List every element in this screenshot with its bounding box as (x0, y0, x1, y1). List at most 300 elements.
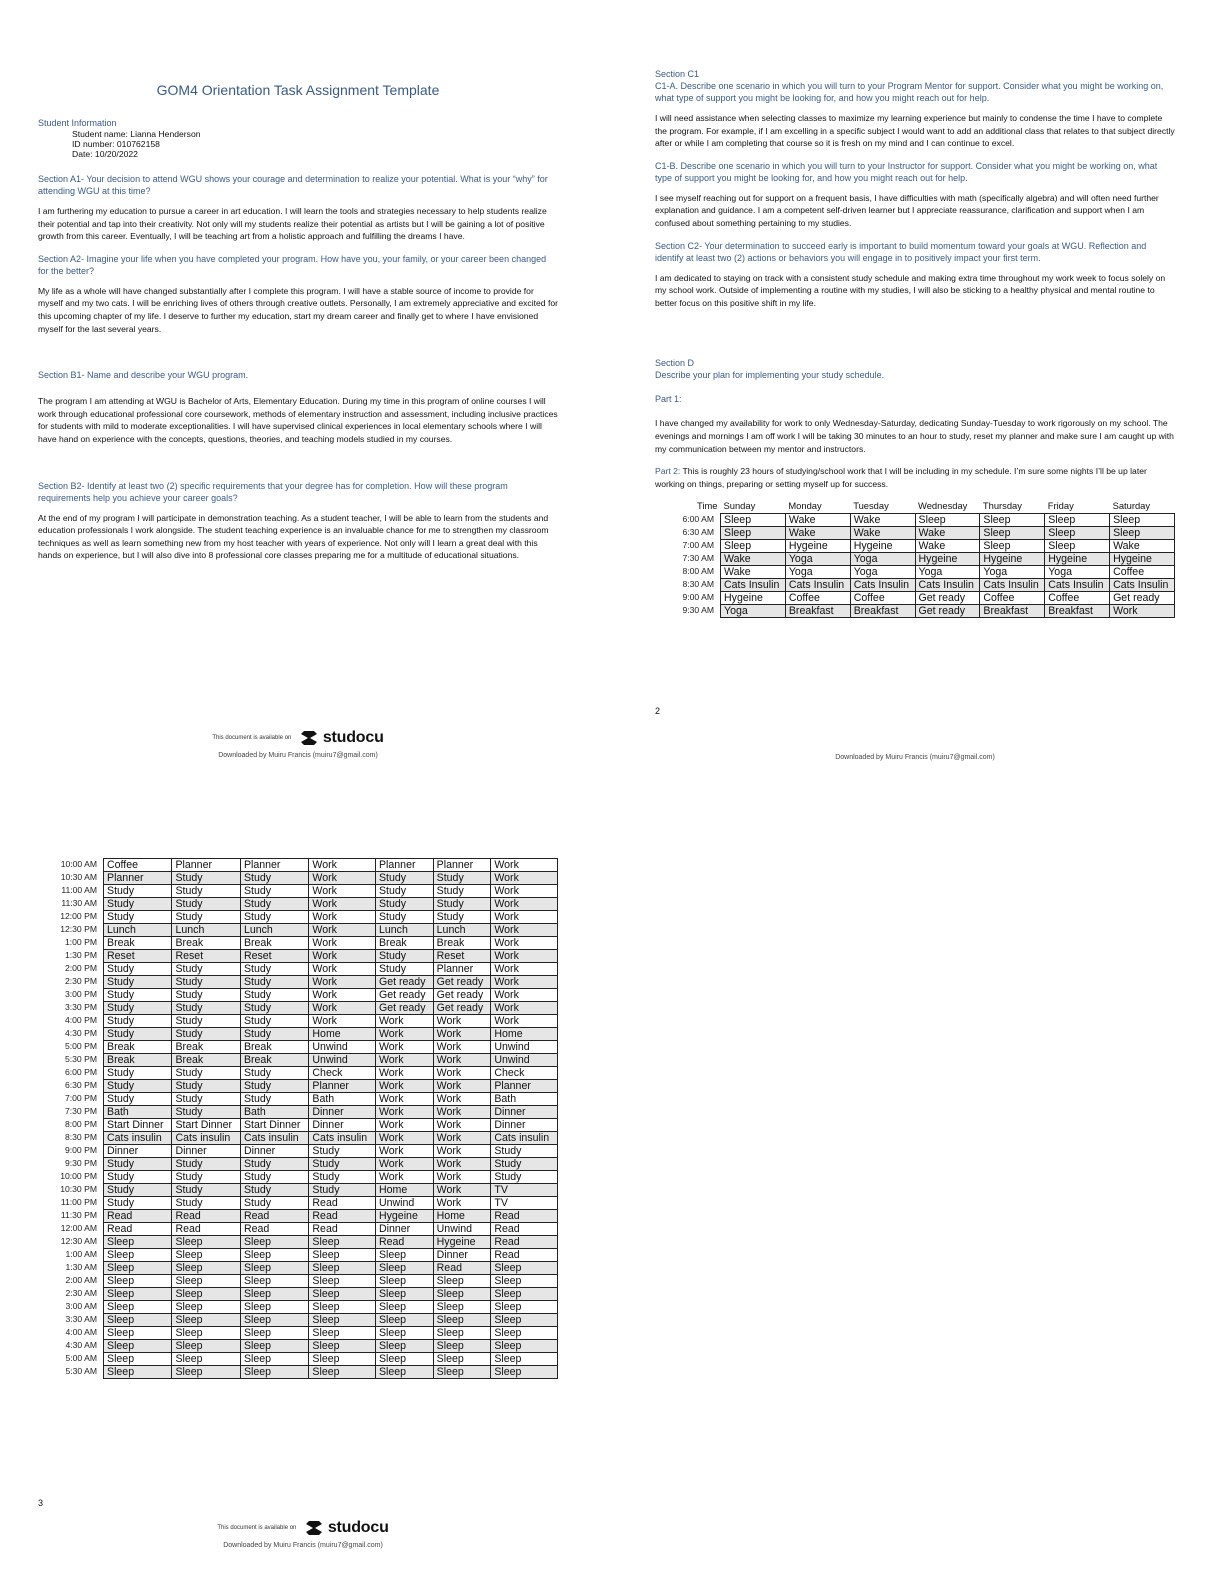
schedule-cell: Lunch (375, 924, 433, 937)
table-row (38, 1314, 558, 1327)
table-row (38, 1353, 558, 1366)
schedule-cell: Dinner (309, 1106, 376, 1119)
schedule-cell: Work (375, 1093, 433, 1106)
table-row (38, 1301, 558, 1314)
schedule-cell: Work (375, 1132, 433, 1145)
time-slot: 4:00 AM (65, 1326, 97, 1337)
schedule-cell: Work (433, 1197, 491, 1210)
time-slot: 3:00 PM (64, 988, 97, 999)
schedule-cell: Study (309, 1184, 376, 1197)
schedule-cell: Start Dinner (172, 1119, 240, 1132)
schedule-cell: Yoga (785, 553, 850, 566)
schedule-cell: Lunch (104, 924, 172, 937)
schedule-cell: Study (433, 885, 491, 898)
schedule-cell: Sleep (172, 1314, 240, 1327)
schedule-cell: Break (172, 1054, 240, 1067)
schedule-cell: Cats insulin (491, 1132, 558, 1145)
schedule-header-day: Saturday (1112, 500, 1151, 512)
schedule-cell: Sleep (309, 1327, 376, 1340)
page-footer (38, 728, 558, 759)
page-number: 3 (38, 1498, 44, 1508)
table-row (38, 1093, 558, 1106)
schedule-cell: Read (309, 1210, 376, 1223)
time-slot: 2:00 PM (64, 962, 97, 973)
schedule-cell: Sleep (1045, 540, 1110, 553)
schedule-cell: Sleep (1045, 527, 1110, 540)
schedule-cell: Work (375, 1119, 433, 1132)
time-slot: 8:00 PM (64, 1118, 97, 1129)
schedule-cell: Work (433, 1054, 491, 1067)
schedule-cell: Read (309, 1223, 376, 1236)
schedule-cell: Sleep (172, 1366, 240, 1379)
schedule-cell: Study (375, 885, 433, 898)
time-slot: 10:30 PM (60, 1183, 97, 1194)
schedule-cell: Sleep (980, 540, 1045, 553)
schedule-cell: Study (309, 1145, 376, 1158)
studocu-brand: studocu (327, 1519, 389, 1536)
schedule-cell: Cats Insulin (850, 579, 915, 592)
schedule-cell: Study (240, 1002, 308, 1015)
schedule-cell: Reset (104, 950, 172, 963)
schedule-cell: Sleep (491, 1353, 558, 1366)
schedule-cell: Sleep (433, 1340, 491, 1353)
schedule-cell: Sleep (375, 1366, 433, 1379)
schedule-cell: Study (104, 1184, 172, 1197)
schedule-cell: Read (240, 1210, 308, 1223)
table-row (38, 1145, 558, 1158)
schedule-cell: Read (172, 1210, 240, 1223)
schedule-cell: Study (104, 1171, 172, 1184)
table-row (38, 1132, 558, 1145)
schedule-cell: Study (375, 963, 433, 976)
schedule-cell: Sleep (375, 1249, 433, 1262)
schedule-cell: Read (491, 1210, 558, 1223)
schedule-header-day: Monday (788, 500, 822, 512)
schedule-cell: Work (309, 859, 376, 872)
schedule-cell: Home (433, 1210, 491, 1223)
schedule-cell: Cats Insulin (980, 579, 1045, 592)
schedule-cell: Sleep (433, 1353, 491, 1366)
table-row (38, 963, 558, 976)
table-row (655, 592, 1175, 605)
schedule-cell: Work (433, 1145, 491, 1158)
schedule-cell: Sleep (172, 1288, 240, 1301)
schedule-cell: Dinner (309, 1119, 376, 1132)
schedule-cell: Sleep (104, 1249, 172, 1262)
time-slot: 6:30 PM (64, 1079, 97, 1090)
schedule-cell: Sleep (309, 1366, 376, 1379)
schedule-cell: Study (104, 1158, 172, 1171)
schedule-cell: Work (309, 976, 376, 989)
table-row (38, 1236, 558, 1249)
schedule-cell: Work (491, 1015, 558, 1028)
schedule-cell: Lunch (240, 924, 308, 937)
page-footer (38, 1518, 568, 1549)
schedule-cell: Cats Insulin (785, 579, 850, 592)
table-row (38, 1015, 558, 1028)
table-row (38, 1249, 558, 1262)
schedule-cell: TV (491, 1184, 558, 1197)
schedule-cell: Sleep (309, 1353, 376, 1366)
time-slot: 4:00 PM (64, 1014, 97, 1025)
schedule-cell: Work (491, 885, 558, 898)
schedule-cell: Sleep (240, 1236, 308, 1249)
time-slot: 1:00 PM (64, 936, 97, 947)
schedule-cell: Work (309, 885, 376, 898)
schedule-cell: Bath (309, 1093, 376, 1106)
section-a2-answer: My life as a whole will have changed substantially after I complete this program. I will have a stable source of income to provide for myself and my two cats. I will be enriching lives of others through creative outlets. Personally, I am extremely appreciative and excited for this upcoming chapter of my life. I deserve to further my education, start my dream career and finally get to where I have envisioned myself for the last several years. (38, 285, 558, 334)
table-row (38, 1327, 558, 1340)
schedule-cell: Planner (433, 859, 491, 872)
schedule-cell: Cats Insulin (721, 579, 786, 592)
schedule-cell: Work (375, 1028, 433, 1041)
schedule-cell: Sleep (104, 1262, 172, 1275)
schedule-cell: Work (1110, 605, 1175, 618)
section-a1-answer: I am furthering my education to pursue a career in art education. I will learn the tools and strategies necessary to help students realize their potential and tap into their creativity. Not only will my students realize their potential as artists but I will be gaining a lot of positive growth from this career. Eventually, I will be teaching art from a holistic approach and fulfilling the dreams I have. (38, 206, 547, 242)
schedule-cell: Sleep (309, 1288, 376, 1301)
table-row (38, 937, 558, 950)
schedule-cell: Work (433, 1067, 491, 1080)
schedule-cell: Study (104, 1080, 172, 1093)
schedule-cell: Break (104, 1054, 172, 1067)
schedule-cell: Sleep (433, 1327, 491, 1340)
schedule-cell: Work (491, 924, 558, 937)
table-row (38, 1366, 558, 1379)
schedule-cell: Hygeine (1110, 553, 1175, 566)
table-row (38, 1275, 558, 1288)
schedule-cell: Read (309, 1197, 376, 1210)
schedule-cell: Sleep (375, 1275, 433, 1288)
schedule-cell: Wake (721, 566, 786, 579)
study-schedule-table-part2 (38, 858, 558, 1379)
schedule-cell: Work (309, 950, 376, 963)
schedule-cell: Work (433, 1184, 491, 1197)
schedule-cell: Sleep (240, 1275, 308, 1288)
schedule-cell: Planner (172, 859, 240, 872)
schedule-cell: Sleep (104, 1275, 172, 1288)
schedule-cell: Study (104, 898, 172, 911)
schedule-cell: Work (309, 963, 376, 976)
time-slot: 4:30 AM (65, 1339, 97, 1350)
part2-text: This is roughly 23 hours of studying/school work that I will be including in my schedule. I’m sure some nights I’ll be up later working on things, preparing or setting myself up for success. (655, 466, 1147, 489)
table-row (38, 1028, 558, 1041)
table-row (38, 1119, 558, 1132)
section-b2-answer: At the end of my program I will participate in demonstration teaching. As a student teacher, I will be able to learn from the students and education professionals I work alongside. The student teaching experience is an invaluable chance for me to strengthen my classroom techniques as well as learn something new from my host teacher with years of experience. Not only will I learn a great deal with this hands on experience, but I will also dive into 8 professional core classes preparing me for a multitude of educational situations. (38, 512, 549, 561)
schedule-cell: Study (240, 1197, 308, 1210)
schedule-cell: Sleep (1045, 514, 1110, 527)
table-row (38, 1184, 558, 1197)
schedule-cell: Study (240, 963, 308, 976)
schedule-cell: Sleep (172, 1327, 240, 1340)
schedule-cell: Reset (172, 950, 240, 963)
schedule-cell: Study (375, 872, 433, 885)
time-slot: 8:30 AM (682, 578, 714, 589)
schedule-cell: Study (104, 989, 172, 1002)
schedule-cell: Coffee (850, 592, 915, 605)
schedule-cell: Study (104, 963, 172, 976)
schedule-header-day: Tuesday (853, 500, 889, 512)
schedule-cell: Breakfast (785, 605, 850, 618)
schedule-cell: Dinner (172, 1145, 240, 1158)
schedule-cell: Study (240, 1093, 308, 1106)
table-row (38, 1288, 558, 1301)
schedule-cell: Wake (785, 514, 850, 527)
schedule-cell: Sleep (433, 1275, 491, 1288)
schedule-cell: Study (104, 911, 172, 924)
schedule-cell: Sleep (240, 1301, 308, 1314)
time-slot: 6:00 AM (682, 513, 714, 524)
schedule-cell: Work (433, 1093, 491, 1106)
available-on-text: This document is available on (212, 735, 292, 741)
schedule-cell: Unwind (433, 1223, 491, 1236)
schedule-cell: Study (433, 911, 491, 924)
schedule-cell: Work (433, 1158, 491, 1171)
table-row (655, 566, 1175, 579)
schedule-cell: Planner (433, 963, 491, 976)
schedule-cell: Sleep (491, 1288, 558, 1301)
schedule-cell: Sleep (104, 1314, 172, 1327)
schedule-cell: Study (172, 1197, 240, 1210)
schedule-cell: Study (172, 1158, 240, 1171)
schedule-cell: Work (375, 1080, 433, 1093)
time-slot: 5:00 PM (64, 1040, 97, 1051)
schedule-cell: Sleep (104, 1236, 172, 1249)
schedule-cell: Unwind (309, 1054, 376, 1067)
schedule-cell: Get ready (433, 976, 491, 989)
table-row (38, 1210, 558, 1223)
time-slot: 4:30 PM (64, 1027, 97, 1038)
section-d-heading: Section D (655, 358, 695, 369)
part2-label: Part 2: (655, 466, 681, 477)
student-id: ID number: 010762158 (72, 139, 160, 149)
schedule-cell: Study (240, 976, 308, 989)
time-slot: 11:30 PM (60, 1209, 97, 1220)
schedule-cell: Study (172, 1067, 240, 1080)
schedule-cell: Sleep (721, 540, 786, 553)
schedule-cell: Study (172, 989, 240, 1002)
table-row (655, 514, 1175, 527)
schedule-cell: Study (491, 1145, 558, 1158)
schedule-cell: Work (309, 911, 376, 924)
schedule-cell: Yoga (1045, 566, 1110, 579)
schedule-cell: Get ready (433, 1002, 491, 1015)
schedule-cell: Study (104, 1093, 172, 1106)
schedule-cell: Work (433, 1041, 491, 1054)
document-title: GOM4 Orientation Task Assignment Template (156, 82, 440, 98)
schedule-cell: Read (433, 1262, 491, 1275)
schedule-cell: Unwind (309, 1041, 376, 1054)
table-row (38, 1197, 558, 1210)
available-on-text: This document is available on (217, 1525, 297, 1531)
schedule-cell: Sleep (721, 527, 786, 540)
table-row (38, 1223, 558, 1236)
schedule-cell: Work (491, 911, 558, 924)
table-row (38, 1067, 558, 1080)
schedule-cell: Sleep (375, 1288, 433, 1301)
schedule-cell: Cats insulin (172, 1132, 240, 1145)
time-slot: 11:00 PM (60, 1196, 97, 1207)
table-row (38, 859, 558, 872)
schedule-cell: Sleep (980, 527, 1045, 540)
schedule-header-time: Time (697, 500, 718, 512)
schedule-cell: Work (375, 1067, 433, 1080)
schedule-cell: Cats Insulin (1110, 579, 1175, 592)
student-date: Date: 10/20/2022 (72, 149, 138, 159)
schedule-cell: Break (172, 937, 240, 950)
time-slot: 7:30 AM (682, 552, 714, 563)
section-c1b-answer: I see myself reaching out for support on a frequent basis, I have difficulties with math (specifically algebra) and will often need further explanation and guidance. I am a competent self-driven learner but I appreciate reassurance, clarification and support when I am confused about something pertaining to my studies. (655, 192, 1159, 228)
schedule-cell: Read (491, 1236, 558, 1249)
schedule-cell: Cats insulin (104, 1132, 172, 1145)
schedule-cell: Sleep (240, 1353, 308, 1366)
schedule-cell: Work (375, 1106, 433, 1119)
schedule-cell: Work (375, 1158, 433, 1171)
document-page-1 (38, 60, 558, 770)
schedule-cell: Get ready (433, 989, 491, 1002)
table-row (655, 527, 1175, 540)
schedule-cell: Planner (240, 859, 308, 872)
table-row (38, 872, 558, 885)
study-schedule-table-part1 (655, 500, 1175, 618)
schedule-cell: Study (491, 1171, 558, 1184)
schedule-cell: Breakfast (1045, 605, 1110, 618)
schedule-cell: Home (309, 1028, 376, 1041)
schedule-cell: Read (104, 1223, 172, 1236)
schedule-cell: Sleep (375, 1262, 433, 1275)
student-name: Student name: Lianna Henderson (72, 129, 201, 139)
part1-text: I have changed my availability for work to only Wednesday-Saturday, dedicating Sunday-Tuesday to work rigorously on my school. The evenings and mornings I am off work I will be taking 30 minutes to an hour to study, reset my planner and make sure I am caught up with my communication between my mentor and instructors. (655, 418, 1174, 454)
schedule-cell: Read (104, 1210, 172, 1223)
time-slot: 2:30 PM (64, 975, 97, 986)
schedule-cell: Dinner (433, 1249, 491, 1262)
schedule-cell: Yoga (721, 605, 786, 618)
table-row (38, 950, 558, 963)
schedule-cell: Sleep (240, 1262, 308, 1275)
table-row (38, 989, 558, 1002)
schedule-cell: Sleep (1110, 527, 1175, 540)
schedule-cell: Get ready (375, 989, 433, 1002)
schedule-cell: Sleep (491, 1340, 558, 1353)
schedule-cell: Study (433, 898, 491, 911)
studocu-logo[interactable] (300, 728, 384, 748)
section-c2-question: Section C2- Your determination to succeed early is important to build momentum toward your goals at WGU. Reflection and identify at least two (2) actions or behaviors you will engage in to positively impact your first term. (655, 240, 1147, 263)
time-slot: 8:00 AM (682, 565, 714, 576)
schedule-cell: Study (172, 1015, 240, 1028)
schedule-cell: Coffee (1110, 566, 1175, 579)
schedule-cell: Unwind (491, 1041, 558, 1054)
table-row (38, 976, 558, 989)
schedule-cell: Study (240, 1015, 308, 1028)
schedule-cell: Sleep (172, 1275, 240, 1288)
studocu-logo[interactable] (305, 1518, 389, 1538)
time-slot: 6:00 PM (64, 1066, 97, 1077)
schedule-cell: Sleep (309, 1236, 376, 1249)
schedule-cell: Work (375, 1171, 433, 1184)
studocu-logo-icon (300, 728, 320, 748)
table-row (38, 1340, 558, 1353)
schedule-header-day: Wednesday (918, 500, 968, 512)
table-row (655, 579, 1175, 592)
time-slot: 3:30 PM (64, 1001, 97, 1012)
table-row (38, 1002, 558, 1015)
schedule-cell: Sleep (375, 1327, 433, 1340)
table-row (38, 1080, 558, 1093)
time-slot: 11:00 AM (61, 884, 97, 895)
schedule-cell: Break (240, 1054, 308, 1067)
schedule-cell: Study (172, 1171, 240, 1184)
schedule-cell: Work (491, 898, 558, 911)
schedule-cell: Sleep (375, 1314, 433, 1327)
schedule-cell: Study (104, 976, 172, 989)
schedule-cell: Study (309, 1171, 376, 1184)
schedule-cell: Study (172, 911, 240, 924)
schedule-cell: Get ready (915, 592, 980, 605)
time-slot: 2:30 AM (65, 1287, 97, 1298)
schedule-cell: Lunch (433, 924, 491, 937)
schedule-cell: Sleep (915, 514, 980, 527)
schedule-cell: Work (375, 1145, 433, 1158)
schedule-cell: Wake (721, 553, 786, 566)
studocu-brand: studocu (322, 729, 384, 746)
schedule-cell: Check (309, 1067, 376, 1080)
schedule-cell: Sleep (980, 514, 1045, 527)
schedule-cell: Study (104, 1197, 172, 1210)
schedule-cell: Sleep (491, 1301, 558, 1314)
page-footer (655, 750, 1175, 761)
schedule-cell: Sleep (491, 1366, 558, 1379)
schedule-cell: Study (309, 1158, 376, 1171)
schedule-cell: Coffee (104, 859, 172, 872)
table-row (38, 924, 558, 937)
schedule-cell: Study (433, 872, 491, 885)
document-page-2 (655, 68, 1175, 768)
schedule-cell: Sleep (240, 1366, 308, 1379)
schedule-cell: Sleep (240, 1327, 308, 1340)
schedule-cell: Planner (491, 1080, 558, 1093)
schedule-cell: Study (172, 872, 240, 885)
schedule-cell: Dinner (240, 1145, 308, 1158)
schedule-cell: Sleep (172, 1249, 240, 1262)
schedule-cell: Home (375, 1184, 433, 1197)
schedule-cell: Coffee (980, 592, 1045, 605)
schedule-cell: Work (433, 1015, 491, 1028)
downloaded-by-text: Downloaded by Muiru Francis (muiru7@gmail.com) (223, 1542, 383, 1549)
schedule-cell: Study (104, 1002, 172, 1015)
schedule-cell: Hygeine (915, 553, 980, 566)
schedule-cell: Sleep (240, 1249, 308, 1262)
schedule-cell: Work (309, 1002, 376, 1015)
table-row (38, 885, 558, 898)
schedule-cell: Unwind (491, 1054, 558, 1067)
schedule-cell: Study (172, 976, 240, 989)
schedule-cell: Sleep (240, 1314, 308, 1327)
schedule-header-day: Friday (1047, 500, 1074, 512)
schedule-cell: Work (433, 1132, 491, 1145)
schedule-cell: Sleep (375, 1340, 433, 1353)
schedule-cell: Dinner (491, 1119, 558, 1132)
schedule-cell: Get ready (375, 1002, 433, 1015)
schedule-header-day: Thursday (982, 500, 1022, 512)
schedule-cell: Study (172, 1093, 240, 1106)
schedule-cell: Sleep (104, 1301, 172, 1314)
schedule-cell: Sleep (491, 1262, 558, 1275)
section-a2-question: Section A2- Imagine your life when you have completed your program. How have you, your family, or your career been changed for the better? (38, 253, 547, 276)
schedule-cell: Study (240, 885, 308, 898)
schedule-cell: Work (309, 1015, 376, 1028)
student-info-heading: Student Information (38, 118, 117, 128)
section-b1-question: Section B1- Name and describe your WGU program. (38, 370, 249, 381)
schedule-cell: Hygeine (980, 553, 1045, 566)
